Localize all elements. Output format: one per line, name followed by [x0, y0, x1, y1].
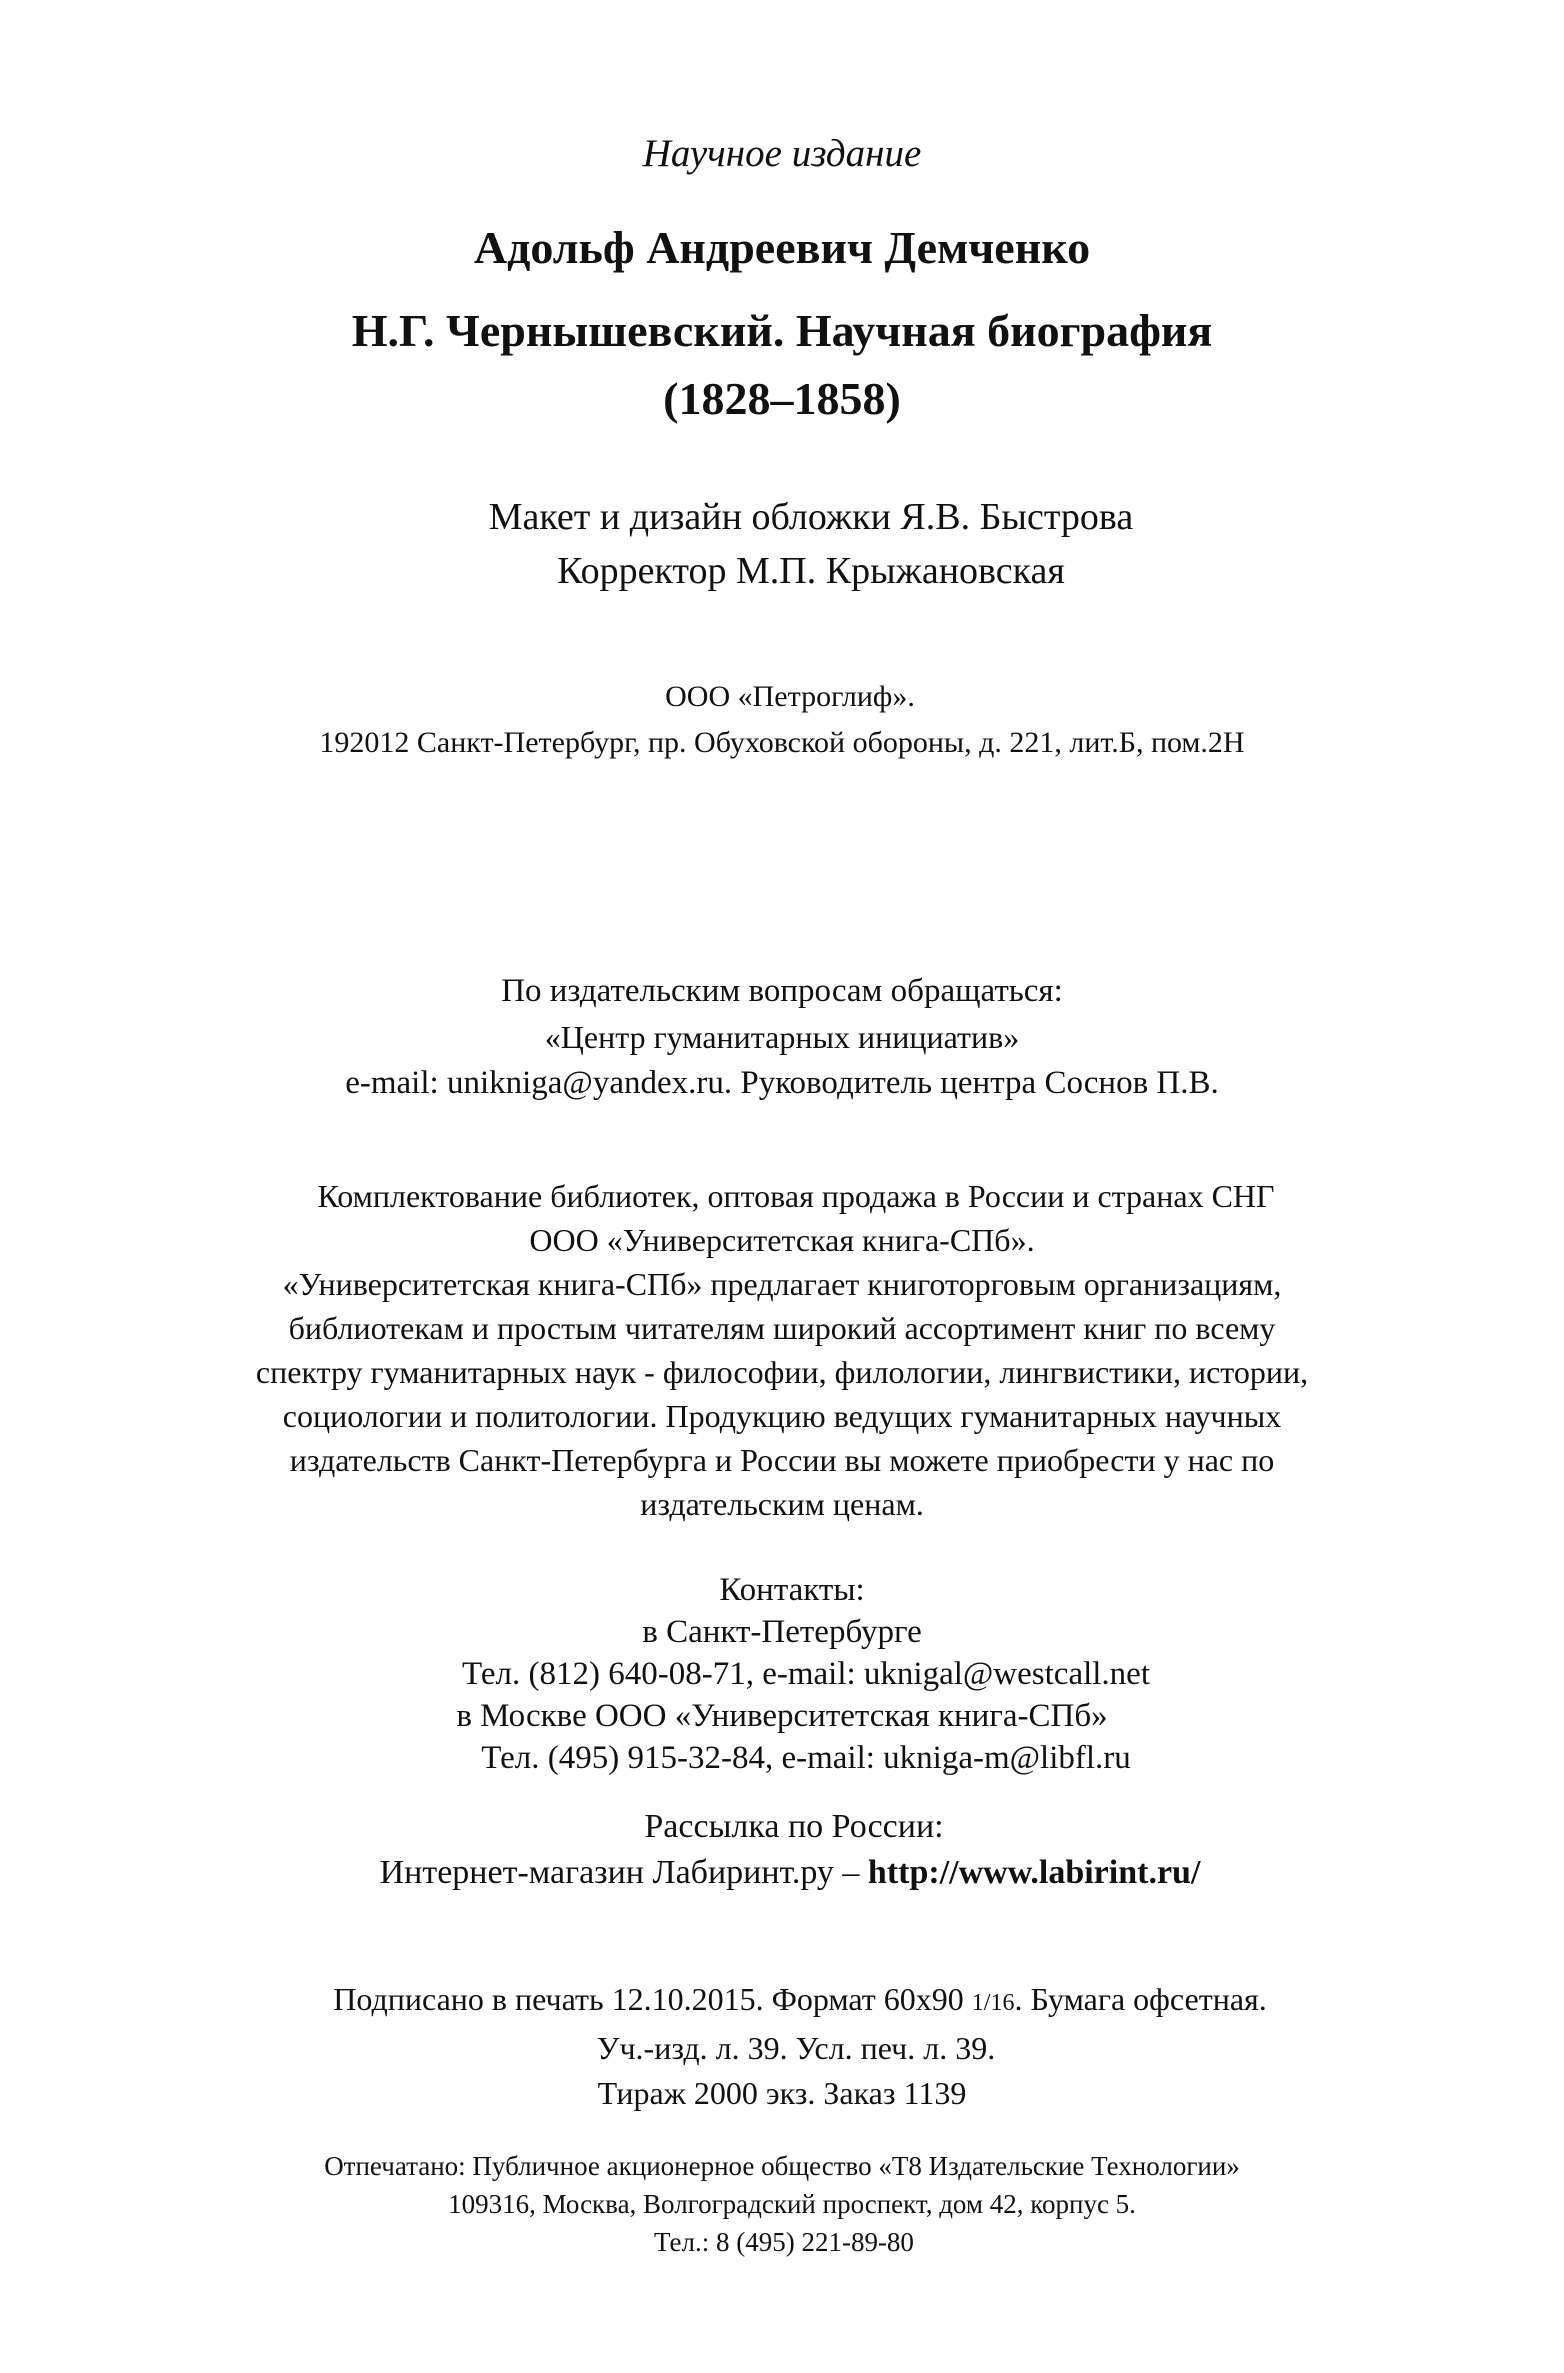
publisher-section [0, 674, 1564, 766]
printer-address: 109316, Москва, Волгоградский проспект, дом 42, корпус 5. [448, 2189, 1136, 2219]
contacts-spb-label: в Санкт-Петербурге [642, 1614, 922, 1650]
distribution-line: ООО «Университетская книга-СПб». [529, 1222, 1035, 1258]
paper-type: . Бумага офсетная. [1014, 1981, 1267, 2017]
book-title-line1: Н.Г. Чернышевский. Научная биография [351, 305, 1213, 356]
mailing-heading: Рассылка по России: [644, 1808, 944, 1845]
printing-run: Тираж 2000 экз. Заказ 1139 [597, 2075, 967, 2111]
inquiries-heading: По издательским вопросам обращаться: [501, 973, 1063, 1009]
proofreader-credit: Корректор М.П. Крыжановская [557, 550, 1065, 592]
distribution-line: спектру гуманитарных наук - философии, филологии, лингвистики, истории, [255, 1354, 1309, 1390]
inquiries-center: «Центр гуманитарных инициатив» [544, 1019, 1020, 1055]
publisher-address: 192012 Санкт-Петербург, пр. Обуховской обороны, д. 221, лит.Б, пом.2Н [319, 726, 1245, 759]
contacts-moscow-phone: Тел. (495) 915-32-84, e-mail: ukniga-m@libfl.ru [481, 1740, 1131, 1776]
printing-signed-line [0, 1977, 1564, 2026]
publisher-name: ООО «Петроглиф». [665, 680, 915, 713]
inquiries-section [0, 968, 1564, 1106]
distribution-line: издательств Санкт-Петербурга и России вы можете приобрести у нас по [289, 1442, 1275, 1478]
distribution-line: социологии и политологии. Продукцию ведущих гуманитарных научных [282, 1398, 1282, 1434]
printing-sheets: Уч.-изд. л. 39. Усл. печ. л. 39. [596, 2030, 996, 2066]
edition-type [0, 126, 1564, 182]
mailing-section [0, 1804, 1564, 1896]
printing-signed-text: Подписано в печать 12.10.2015. Формат 60x90 [333, 1981, 972, 2017]
contacts-moscow-label: в Москве ООО «Университетская книга-СПб» [456, 1698, 1108, 1734]
online-store-label: Интернет-магазин Лабиринт.ру – [379, 1854, 868, 1891]
credits-section [0, 490, 1564, 598]
printing-section [0, 1977, 1564, 2116]
author-name-text: Адольф Андреевич Демченко [473, 222, 1091, 273]
book-title [0, 297, 1564, 433]
contacts-section [0, 1569, 1564, 1779]
contacts-spb-phone: Тел. (812) 640-08-71, e-mail: uknigal@westcall.net [462, 1656, 1150, 1692]
format-fraction: 1/16 [971, 1990, 1015, 2016]
printer-section [0, 2147, 1564, 2261]
online-store-line [0, 1850, 1564, 1896]
edition-type-text: Научное издание [642, 132, 922, 175]
printer-phone: Тел.: 8 (495) 221-89-80 [654, 2227, 914, 2257]
distribution-line: «Университетская книга-СПб» предлагает книготорговым организациям, [282, 1266, 1282, 1302]
online-store-link[interactable]: http://www.labirint.ru/ [867, 1854, 1201, 1891]
printer-name: Отпечатано: Публичное акционерное общество «Т8 Издательские Технологии» [324, 2151, 1240, 2181]
layout-design-credit: Макет и дизайн обложки Я.В. Быстрова [488, 496, 1134, 538]
distribution-line: библиотекам и простым читателям широкий ассортимент книг по всему [288, 1310, 1276, 1346]
inquiries-contact: e-mail: unikniga@yandex.ru. Руководитель центра Соснов П.В. [345, 1065, 1219, 1101]
contacts-heading: Контакты: [719, 1572, 865, 1608]
distribution-line: издательским ценам. [640, 1486, 924, 1522]
distribution-section [0, 1174, 1564, 1526]
author-name [0, 215, 1564, 281]
distribution-line: Комплектование библиотек, оптовая продажа в России и странах СНГ [317, 1178, 1275, 1214]
book-title-line2: (1828–1858) [663, 373, 901, 424]
